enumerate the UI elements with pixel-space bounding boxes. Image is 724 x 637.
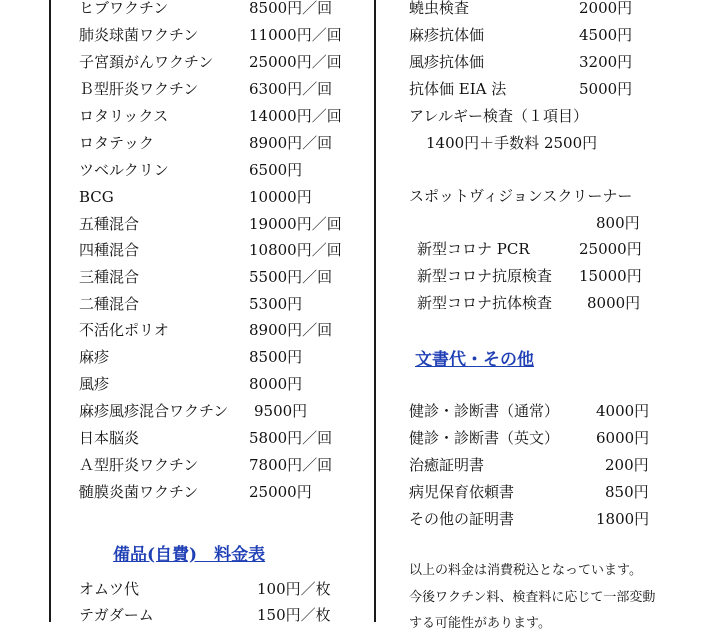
vaccine-price: 25000円 — [249, 483, 312, 501]
vaccine-price: 9500円 — [254, 402, 308, 420]
vaccine-name: 日本脳炎 — [79, 429, 140, 447]
document-price: 6000円 — [596, 429, 650, 447]
document-price: 1800円 — [596, 510, 650, 528]
vaccine-name: Ａ型肝炎ワクチン — [79, 456, 199, 474]
document-name: 健診・診断書（英文） — [409, 429, 560, 447]
covid-test-name: 新型コロナ PCR — [417, 240, 530, 258]
price-change-note-continued: する可能性があります。 — [409, 616, 551, 631]
supply-name: テガダーム — [79, 606, 154, 624]
vaccine-name: ロタリックス — [79, 107, 169, 125]
test-name: 風疹抗体価 — [409, 53, 485, 71]
document-name: その他の証明書 — [409, 510, 515, 528]
vaccine-price: 6300円／回 — [249, 80, 333, 98]
test-name: 蟯虫検査 — [409, 0, 470, 17]
allergy-title: アレルギー検査（１項目） — [409, 107, 589, 125]
vaccine-price: 5800円／回 — [249, 429, 333, 447]
vaccine-name: 不活化ポリオ — [79, 321, 169, 339]
document-name: 健診・診断書（通常） — [409, 402, 560, 420]
test-price: 5000円 — [579, 80, 633, 98]
vaccine-name: BCG — [79, 188, 114, 206]
document-price: 4000円 — [596, 402, 650, 420]
supply-name: オムツ代 — [79, 580, 140, 598]
covid-test-price: 8000円 — [587, 294, 641, 312]
vaccine-name: ロタテック — [79, 134, 155, 152]
vaccine-price: 10000円 — [249, 188, 312, 206]
vaccine-price: 19000円／回 — [249, 215, 342, 233]
vaccine-price: 7800円／回 — [249, 456, 333, 474]
vaccine-name: 子宮頚がんワクチン — [79, 53, 214, 71]
document-name: 治癒証明書 — [409, 456, 485, 474]
vaccine-name: 麻疹 — [79, 348, 110, 366]
vaccine-price: 5500円／回 — [249, 268, 333, 286]
spot-vision-title: スポットヴィジョンスクリーナー — [409, 187, 633, 205]
supplies-heading: 備品(自費) 料金表 — [113, 545, 266, 565]
vaccine-price: 25000円／回 — [249, 53, 342, 71]
documents-heading: 文書代・その他 — [415, 350, 534, 370]
test-price: 3200円 — [579, 53, 633, 71]
covid-test-price: 15000円 — [579, 267, 642, 285]
supply-price: 100円／枚 — [257, 580, 331, 598]
vaccine-name: 肺炎球菌ワクチン — [79, 26, 199, 44]
covid-test-name: 新型コロナ抗原検査 — [417, 267, 553, 285]
test-name: 麻疹抗体価 — [409, 26, 485, 44]
covid-test-price: 25000円 — [579, 240, 642, 258]
vaccine-price: 6500円 — [249, 161, 303, 179]
vaccine-name: 四種混合 — [79, 241, 140, 259]
test-price: 2000円 — [579, 0, 633, 17]
vaccine-price: 8900円／回 — [249, 134, 333, 152]
document-price: 200円 — [605, 456, 649, 474]
vaccine-name: 風疹 — [79, 375, 110, 393]
left-border-line — [49, 0, 51, 622]
tax-note: 以上の料金は消費税込となっています。 — [409, 563, 642, 578]
document-name: 病児保育依頼書 — [409, 483, 515, 501]
vaccine-name: 三種混合 — [79, 268, 140, 286]
price-change-note: 今後ワクチン料、検査料に応じて一部変動 — [409, 590, 656, 605]
vaccine-name: Ｂ型肝炎ワクチン — [79, 80, 199, 98]
vaccine-price: 5300円 — [249, 295, 303, 313]
vaccine-name: 麻疹風疹混合ワクチン — [79, 402, 229, 420]
vaccine-name: 五種混合 — [79, 215, 140, 233]
vaccine-price: 10800円／回 — [249, 241, 342, 259]
vaccine-name: ツベルクリン — [79, 161, 169, 179]
supply-price: 150円／枚 — [257, 606, 331, 624]
test-name: 抗体価 EIA 法 — [409, 80, 507, 98]
vaccine-price: 11000円／回 — [249, 26, 342, 44]
vaccine-name: ヒブワクチン — [79, 0, 169, 17]
vaccine-price: 8900円／回 — [249, 321, 333, 339]
vaccine-name: 二種混合 — [79, 295, 140, 313]
center-divider-line — [374, 0, 376, 622]
vaccine-name: 髄膜炎菌ワクチン — [79, 483, 199, 501]
vaccine-price: 8500円／回 — [249, 0, 333, 17]
allergy-price: 1400円＋手数料 2500円 — [426, 134, 598, 152]
document-price: 850円 — [605, 483, 649, 501]
vaccine-price: 8500円 — [249, 348, 303, 366]
spot-vision-price: 800円 — [596, 214, 640, 232]
vaccine-price: 8000円 — [249, 375, 303, 393]
covid-test-name: 新型コロナ抗体検査 — [417, 294, 553, 312]
vaccine-price: 14000円／回 — [249, 107, 342, 125]
test-price: 4500円 — [579, 26, 633, 44]
